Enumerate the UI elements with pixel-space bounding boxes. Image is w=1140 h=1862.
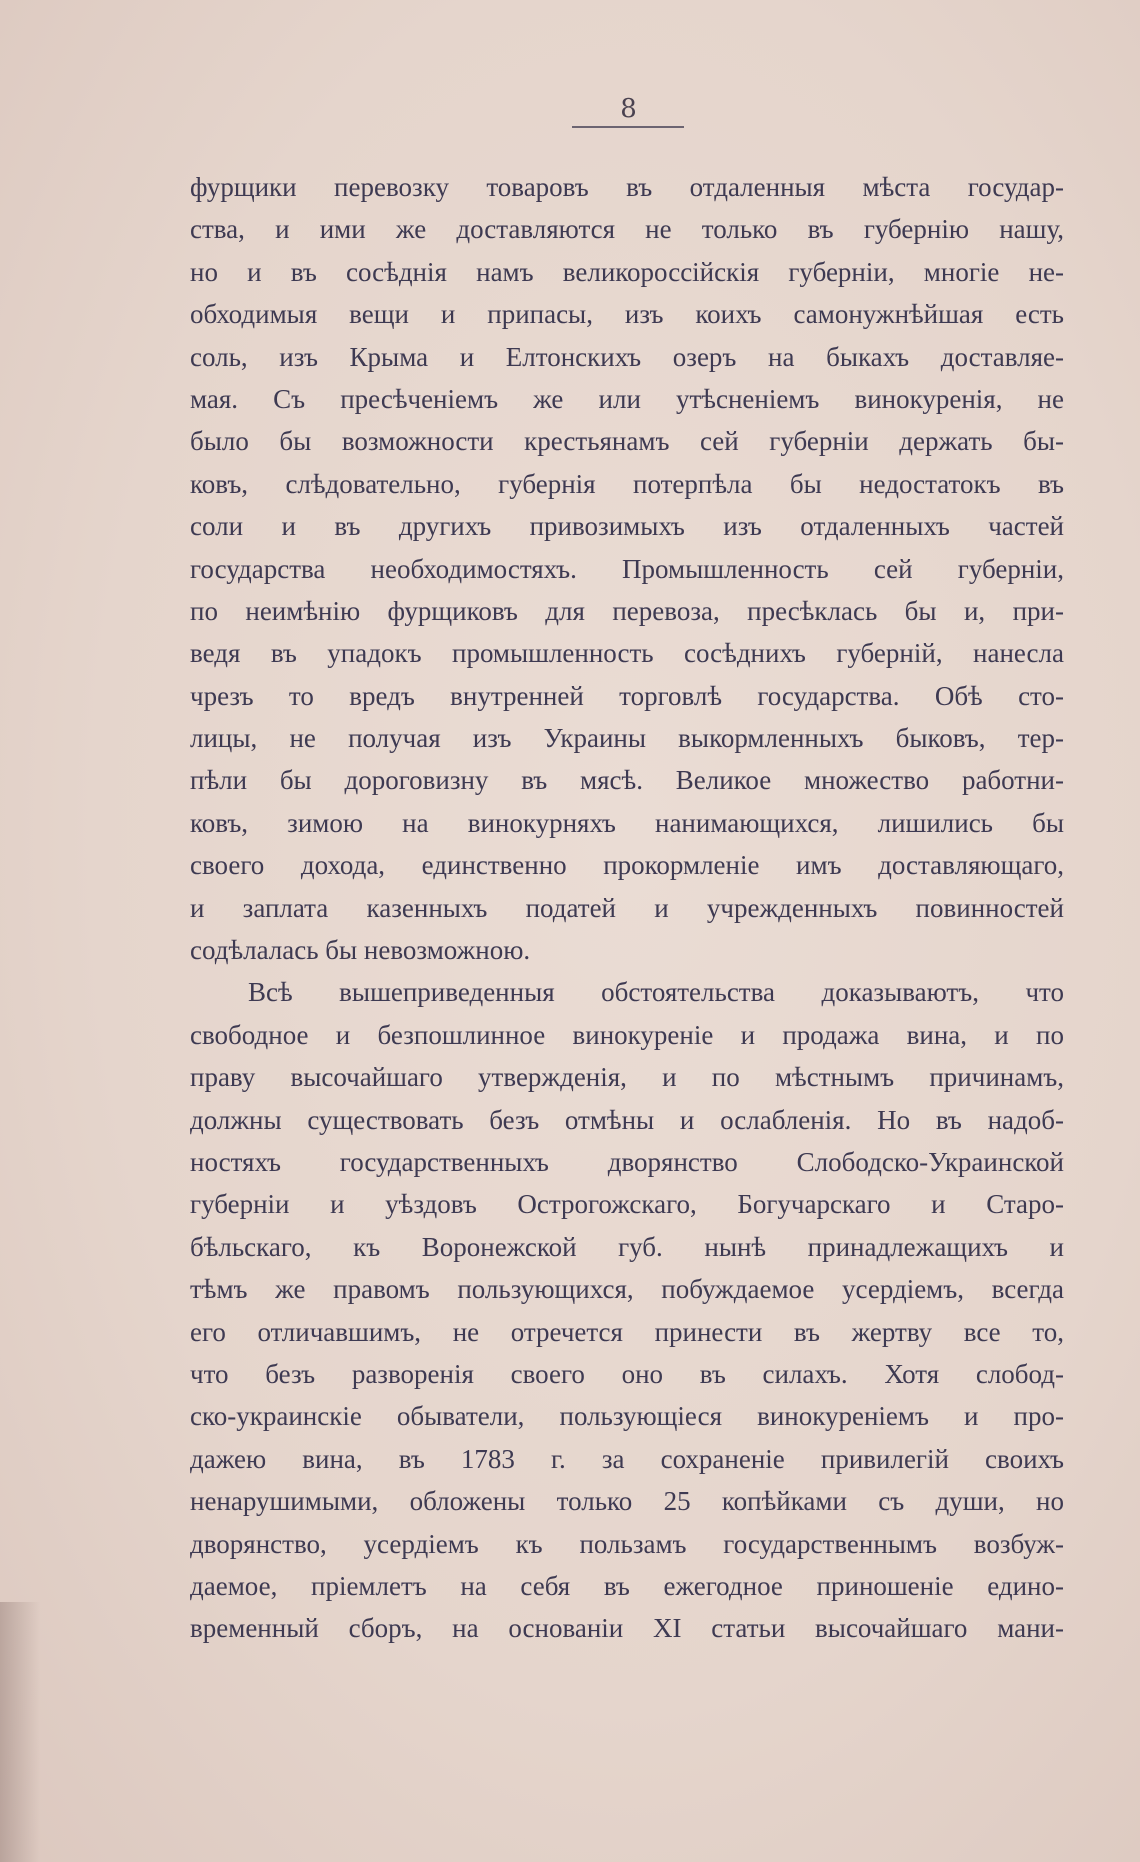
text-line: дажею вина, въ 1783 г. за сохраненіе привилегій своихъ [190,1443,1064,1474]
text-line: чрезъ то вредъ внутренней торговлѣ государства. Обѣ сто- [190,680,1064,711]
page-edge-shadow [0,1602,40,1862]
paragraph-2 [190,971,1064,1649]
text-line: мая. Съ пресѣченіемъ же или утѣсненіемъ винокуренія, не [190,383,1064,414]
text-line: ведя въ упадокъ промышленность сосѣднихъ губерній, нанесла [190,638,1064,669]
text-line: ностяхъ государственныхъ дворянство Слободско-Украинской [190,1146,1064,1177]
text-line: по неимѣнію фурщиковъ для перевоза, пресѣклась бы и, при- [190,595,1064,626]
text-line: государства необходимостяхъ. Промышленность сей губерніи, [190,553,1064,584]
text-line: соль, изъ Крыма и Елтонскихъ озеръ на быкахъ доставляе- [190,341,1064,372]
text-line: временный сборъ, на основаніи XI статьи высочайшаго мани- [190,1613,1064,1644]
text-line: но и въ сосѣднія намъ великороссійскія губерніи, многіе не- [190,256,1064,287]
page-number-rule [572,126,684,128]
text-line: ства, и ими же доставляются не только въ губернію нашу, [190,214,1064,245]
text-line: и заплата казенныхъ податей и учрежденныхъ повинностей [190,892,1064,923]
text-line: губерніи и уѣздовъ Острогожскаго, Богучарскаго и Старо- [190,1189,1064,1220]
text-line: соли и въ другихъ привозимыхъ изъ отдаленныхъ частей [190,511,1064,542]
text-line: фурщики перевозку товаровъ въ отдаленныя мѣста государ- [190,172,1064,202]
text-line: свободное и безпошлинное винокуреніе и продажа вина, и по [190,1019,1064,1050]
text-line: ненарушимыми, обложены только 25 копѣйками съ души, но [190,1486,1064,1517]
text-line: пѣли бы дороговизну въ мясѣ. Великое множество работни- [190,765,1064,796]
text-line: тѣмъ же правомъ пользующихся, побуждаемое усердіемъ, всегда [190,1274,1064,1305]
body-text [190,166,1064,1650]
text-line: дворянство, усердіемъ къ пользамъ государственнымъ возбуж- [190,1528,1064,1559]
text-line: ковъ, слѣдовательно, губернія потерпѣла бы недостатокъ въ [190,468,1064,499]
text-line: его отличавшимъ, не отречется принести въ жертву все то, [190,1316,1064,1347]
text-line: что безъ разворенія своего оно въ силахъ. Хотя слобод- [190,1358,1064,1389]
text-line: лицы, не получая изъ Украины выкормленныхъ быковъ, тер- [190,723,1064,754]
page-number: 8 [620,94,638,124]
text-line: бѣльскаго, къ Воронежской губ. нынѣ принадлежащихъ и [190,1231,1064,1262]
text-line: должны существовать безъ отмѣны и ослабленія. Но въ надоб- [190,1104,1064,1135]
text-line: Всѣ вышеприведенныя обстоятельства доказываютъ, что [248,977,1064,1008]
text-line: было бы возможности крестьянамъ сей губерніи держать бы- [190,426,1064,457]
text-line: содѣлалась бы невозможною. [190,935,531,966]
text-line: ско-украинскіе обыватели, пользующіеся винокуреніемъ и про- [190,1401,1064,1432]
text-line: ковъ, зимою на винокурняхъ нанимающихся, лишились бы [190,807,1064,838]
text-line: обходимыя вещи и припасы, изъ коихъ самонужнѣйшая есть [190,299,1064,330]
text-line: даемое, пріемлетъ на себя въ ежегодное приношеніе едино- [190,1570,1064,1601]
paragraph-1 [190,166,1064,971]
text-line: своего дохода, единственно прокормленіе имъ доставляющаго, [190,850,1064,881]
text-line: праву высочайшаго утвержденія, и по мѣстнымъ причинамъ, [190,1062,1064,1093]
